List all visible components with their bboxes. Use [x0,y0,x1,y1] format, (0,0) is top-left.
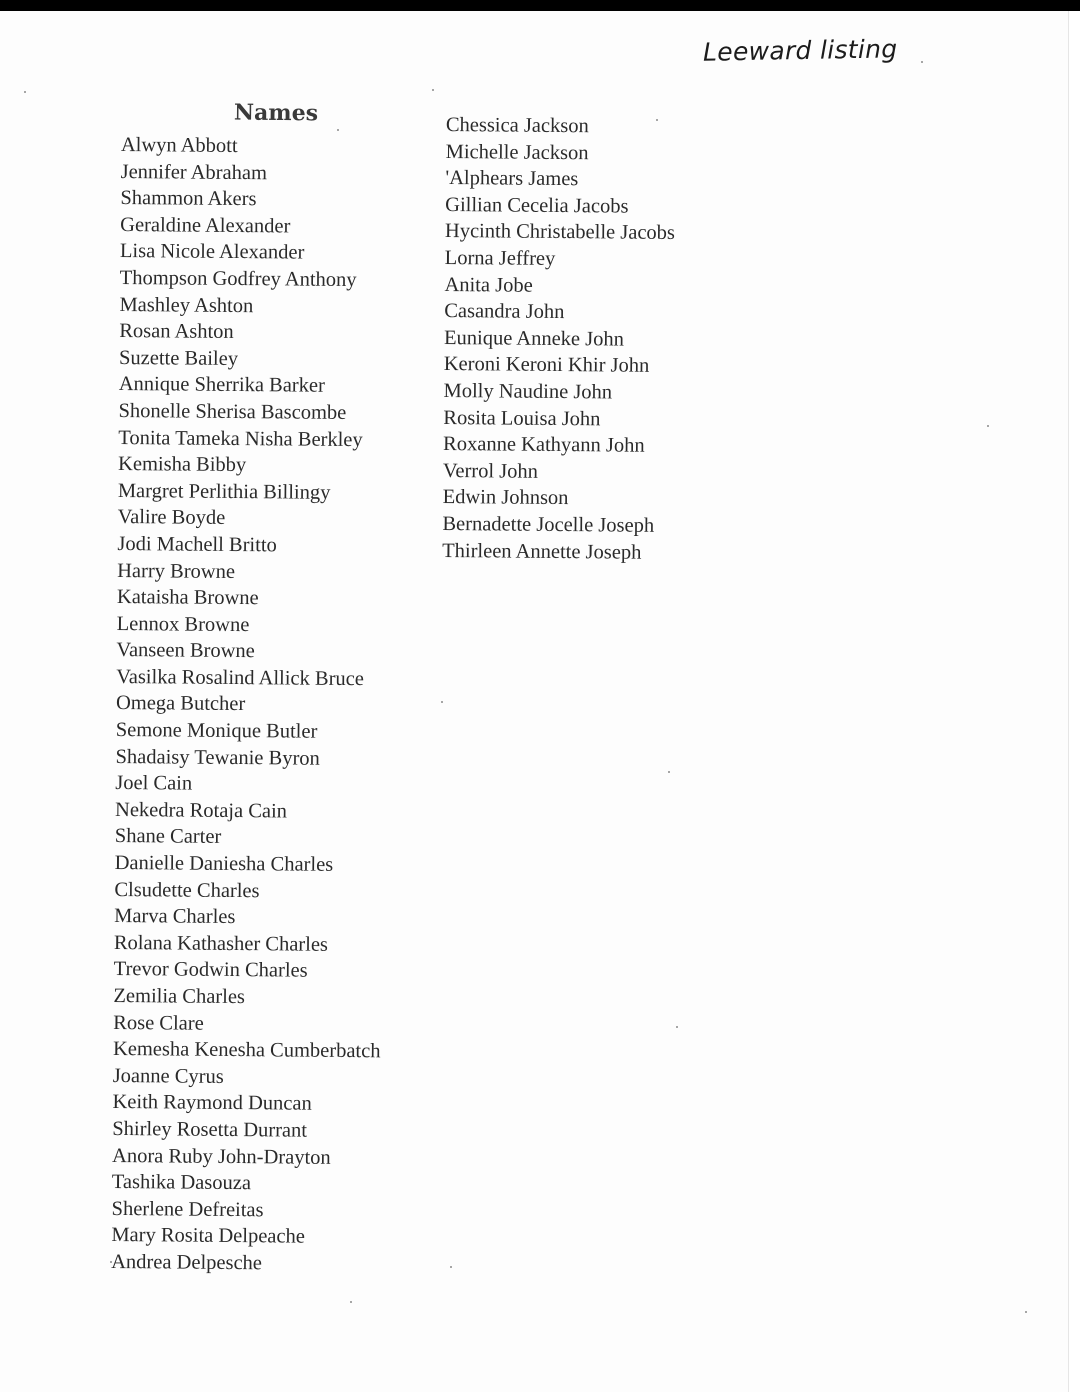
name-entry: Shirley Rosetta Durrant [112,1117,308,1142]
name-entry: Vasilka Rosalind Allick Bruce [116,665,365,691]
name-entry: Kataisha Browne [116,586,259,610]
name-entry: Annique Sherrika Barker [118,373,325,398]
name-entry: Marva Charles [114,905,236,929]
name-entry: Geraldine Alexander [120,213,291,238]
scan-speck [432,89,434,91]
name-entry: Anita Jobe [444,273,533,297]
scan-speck [24,91,26,93]
scan-speck [1025,1311,1027,1313]
name-entry: Lennox Browne [116,612,250,636]
name-entry: Tashika Dasouza [111,1171,252,1195]
names-heading: Names [233,99,319,127]
name-entry: Mashley Ashton [119,293,254,317]
name-entry: Clsudette Charles [114,878,260,902]
name-entry: Semone Monique Butler [115,719,318,743]
name-entry: Roxanne Kathyann John [443,433,645,457]
handwritten-annotation: Leeward listing [702,34,898,67]
scan-speck [676,1026,678,1028]
name-entry: Rosita Louisa John [443,406,601,430]
name-entry: Rose Clare [113,1011,204,1035]
name-entry: Eunique Anneke John [443,326,625,351]
name-entry: Nekedra Rotaja Cain [114,798,288,823]
name-entry: Shonelle Sherisa Bascombe [118,399,347,424]
name-entry: Zemilia Charles [113,984,246,1009]
name-entry: Casandra John [444,300,565,324]
scan-speck [921,61,923,63]
name-entry: Omega Butcher [115,692,246,716]
name-entry: Michelle Jackson [445,140,589,164]
scan-speck [668,771,670,773]
name-entry: Shammon Akers [120,187,257,211]
name-entry: Vanseen Browne [116,639,255,663]
name-entry: Rolana Kathasher Charles [113,931,329,956]
scan-speck [337,129,339,131]
name-entry: Edwin Johnson [442,486,569,510]
name-entry: Lisa Nicole Alexander [119,240,305,264]
name-entry: Suzette Bailey [118,346,239,370]
scan-speck [450,1266,452,1268]
name-entry: Shadaisy Tewanie Byron [115,745,320,770]
top-border [0,0,1080,11]
name-entry: Hycinth Christabelle Jacobs [444,220,676,245]
name-entry: 'Alphears James [445,167,579,191]
name-entry: Bernadette Jocelle Joseph [442,512,655,537]
name-entry: Keith Raymond Duncan [112,1091,312,1116]
name-entry: Margret Perlithia Billingy [117,479,331,504]
name-entry: Harry Browne [117,559,236,583]
name-entry: Anora Ruby John-Drayton [111,1144,331,1169]
name-entry: Valire Boyde [117,506,226,530]
name-entry: Tonita Tameka Nisha Berkley [118,426,363,451]
name-entry: Keroni Keroni Khir John [443,353,650,378]
name-entry: Joanne Cyrus [112,1064,224,1088]
name-entry: Alwyn Abbott [120,133,238,158]
name-entry: Lorna Jeffrey [444,246,556,270]
name-entry: Andrea Delpesche [111,1250,263,1275]
name-entry: Sherlene Defreitas [111,1197,264,1222]
name-entry: Molly Naudine John [443,379,613,404]
names-list-right-column [442,112,676,566]
name-entry: Trevor Godwin Charles [113,958,308,983]
scan-speck [987,425,989,427]
scan-speck [441,701,443,703]
scan-speck [350,1301,352,1303]
name-entry: Jennifer Abraham [120,160,268,184]
name-entry: Shane Carter [114,825,222,849]
name-entry: Verrol John [442,459,539,483]
name-entry: Jodi Machell Britto [117,532,277,557]
name-entry: Mary Rosita Delpeache [111,1224,306,1248]
names-list-left-column [111,132,389,1278]
name-entry: Thirleen Annette Joseph [442,539,642,564]
name-entry: Thompson Godfrey Anthony [119,266,357,292]
name-entry: Gillian Cecelia Jacobs [445,193,629,218]
name-entry: Kemisha Bibby [118,453,247,477]
name-entry: Chessica Jackson [445,113,589,138]
name-entry: Danielle Daniesha Charles [114,852,334,876]
name-entry: Rosan Ashton [119,320,234,344]
name-entry: Kemesha Kenesha Cumberbatch [112,1038,381,1063]
name-entry: Joel Cain [115,772,193,795]
